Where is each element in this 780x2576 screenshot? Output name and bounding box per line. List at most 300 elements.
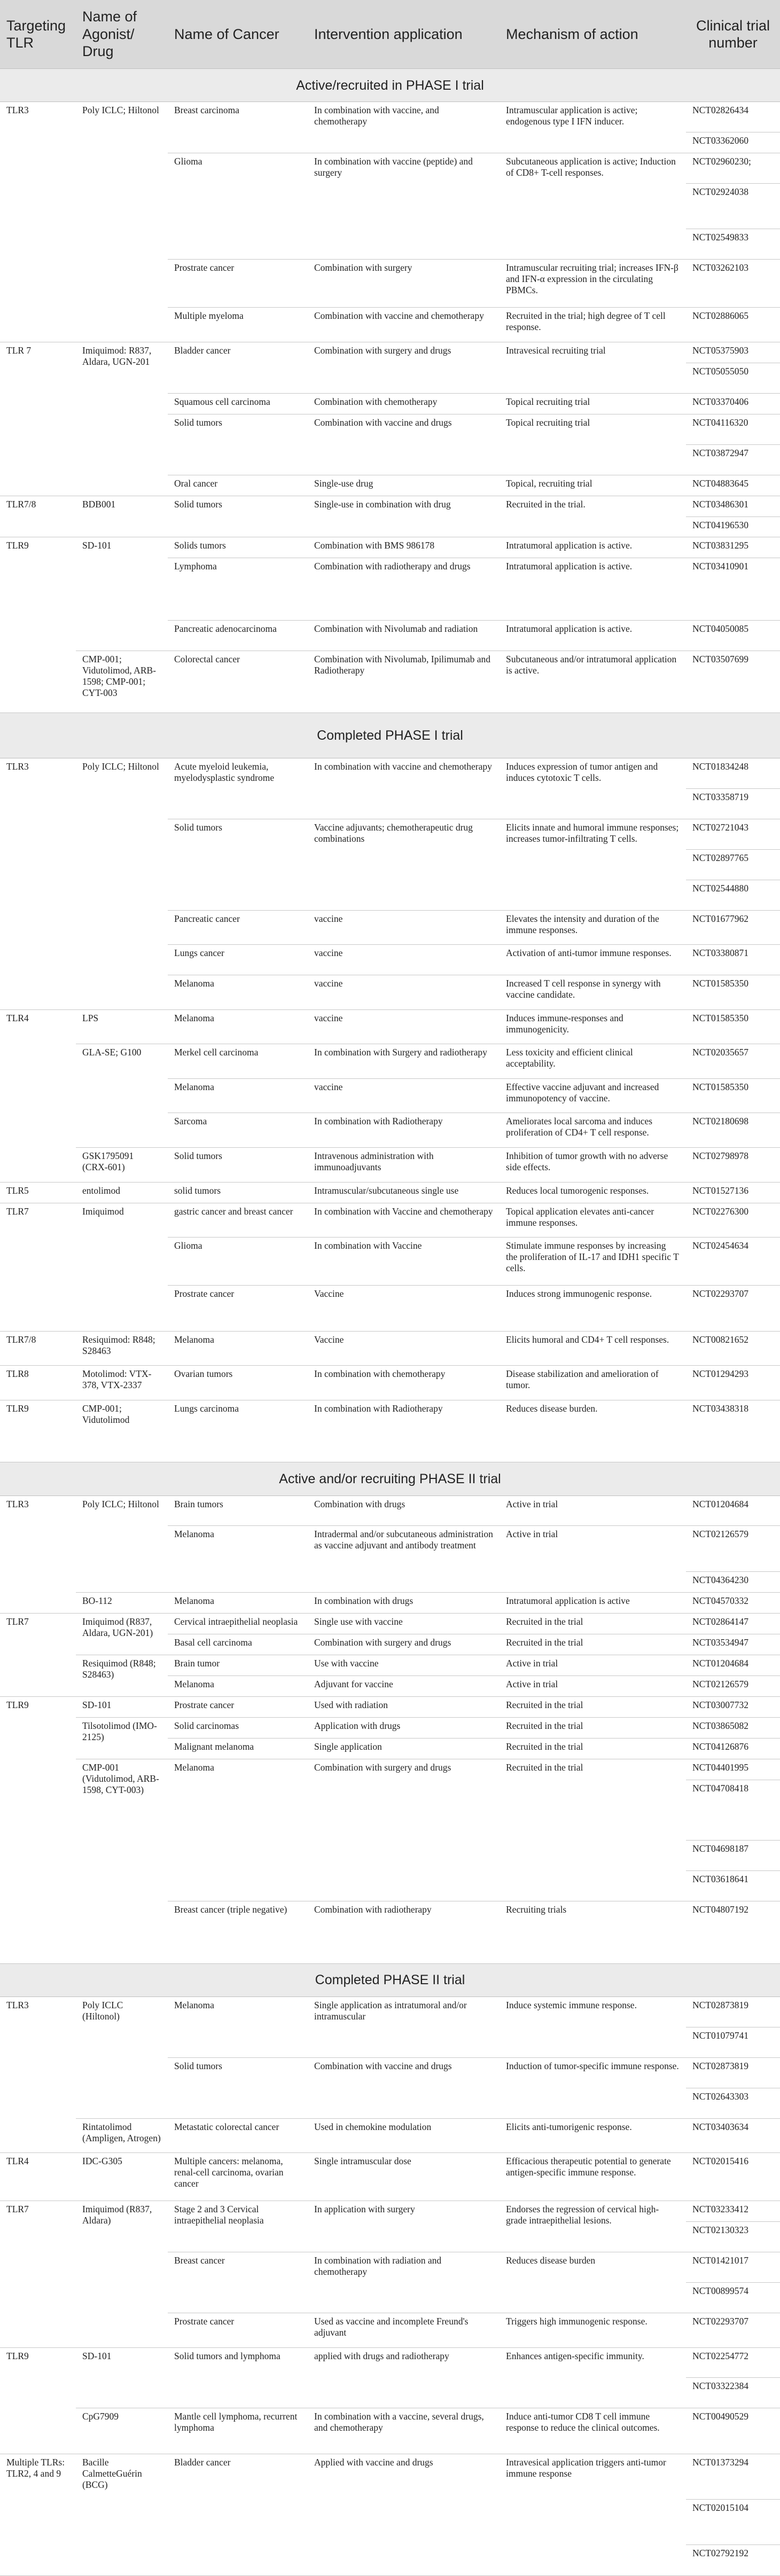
agonist-name-cell: LPS bbox=[76, 1009, 168, 1044]
cancer-name-cell: Colorectal cancer bbox=[168, 651, 308, 713]
cancer-name-cell: Pancreatic adenocarcinoma bbox=[168, 621, 308, 651]
mechanism-cell: Recruiting trials bbox=[500, 1901, 686, 1964]
mechanism-cell: Recruited in the trial bbox=[500, 1696, 686, 1717]
cancer-name-cell: Melanoma bbox=[168, 1331, 308, 1366]
cancer-name-cell: Solid tumors bbox=[168, 414, 308, 475]
intervention-cell: In combination with Surgery and radiotherapy bbox=[308, 1044, 500, 1079]
intervention-cell: Combination with surgery and drugs bbox=[308, 342, 500, 393]
cancer-name-cell: Bladder cancer bbox=[168, 2454, 308, 2575]
intervention-cell: In combination with Radiotherapy bbox=[308, 1400, 500, 1462]
cancer-name-cell: Solid carcinomas bbox=[168, 1717, 308, 1738]
clinical-trial-number-cell: NCT02873819 bbox=[686, 1997, 780, 2027]
agonist-name-cell: Bacille CalmetteGuérin (BCG) bbox=[76, 2454, 168, 2575]
mechanism-cell: Recruited in the trial. bbox=[500, 496, 686, 537]
table-row bbox=[0, 1717, 780, 1738]
intervention-cell: In combination with a vaccine, several drugs, and chemotherapy bbox=[308, 2408, 500, 2454]
clinical-trial-number-cell: NCT01294293 bbox=[686, 1366, 780, 1400]
intervention-cell: Single-use in combination with drug bbox=[308, 496, 500, 537]
clinical-trial-number-cell: NCT04708418 bbox=[686, 1780, 780, 1841]
mechanism-cell: Disease stabilization and amelioration of tumor. bbox=[500, 1366, 686, 1400]
intervention-cell: Combination with vaccine and drugs bbox=[308, 414, 500, 475]
mechanism-cell: Topical application elevates anti-cancer immune responses. bbox=[500, 1203, 686, 1238]
cancer-name-cell: Solid tumors bbox=[168, 2057, 308, 2118]
intervention-cell: In combination with radiation and chemotherapy bbox=[308, 2252, 500, 2313]
intervention-cell: In combination with vaccine (peptide) and surgery bbox=[308, 153, 500, 260]
agonist-name-cell: Tilsotolimod (IMO-2125) bbox=[76, 1717, 168, 1759]
mechanism-cell: Recruited in the trial bbox=[500, 1738, 686, 1759]
agonist-name-cell: Poly ICLC; Hiltonol bbox=[76, 758, 168, 1010]
cancer-name-cell: Prostrate cancer bbox=[168, 1286, 308, 1331]
agonist-name-cell: Rintatolimod (Ampligen, Atrogen) bbox=[76, 2118, 168, 2153]
section-title: Completed PHASE II trial bbox=[0, 1963, 780, 1996]
table-row bbox=[0, 2454, 780, 2499]
clinical-trial-number-cell: NCT01079741 bbox=[686, 2027, 780, 2057]
clinical-trial-number-cell: NCT02015104 bbox=[686, 2500, 780, 2545]
table-row bbox=[0, 342, 780, 363]
intervention-cell: Combination with Nivolumab and radiation bbox=[308, 621, 500, 651]
mechanism-cell: Intramuscular recruiting trial; increases IFN-β and IFN-α expression in the circulating PBMCs. bbox=[500, 260, 686, 308]
header-mechanism: Mechanism of action bbox=[500, 0, 686, 69]
mechanism-cell: Topical, recruiting trial bbox=[500, 475, 686, 496]
mechanism-cell: Activation of anti-tumor immune responses. bbox=[500, 945, 686, 975]
agonist-name-cell: BDB001 bbox=[76, 496, 168, 537]
cancer-name-cell: Melanoma bbox=[168, 1592, 308, 1613]
intervention-cell: Single-use drug bbox=[308, 475, 500, 496]
mechanism-cell: Stimulate immune responses by increasing the proliferation of IL-17 and IDH1 specific T cells. bbox=[500, 1238, 686, 1286]
cancer-name-cell: Brain tumor bbox=[168, 1655, 308, 1675]
mechanism-cell: Recruited in the trial; high degree of T cell response. bbox=[500, 308, 686, 342]
table-header-row bbox=[0, 0, 780, 69]
agonist-name-cell: BO-112 bbox=[76, 1592, 168, 1613]
mechanism-cell: Reduces local tumorogenic responses. bbox=[500, 1182, 686, 1203]
clinical-trial-number-cell: NCT03403634 bbox=[686, 2118, 780, 2153]
mechanism-cell: Reduces disease burden. bbox=[500, 1400, 686, 1462]
section-title: Active and/or recruiting PHASE II trial bbox=[0, 1462, 780, 1496]
intervention-cell: Combination with radiotherapy bbox=[308, 1901, 500, 1964]
section-title: Active/recruited in PHASE I trial bbox=[0, 69, 780, 102]
intervention-cell: Single intramuscular dose bbox=[308, 2153, 500, 2201]
intervention-cell: applied with drugs and radiotherapy bbox=[308, 2347, 500, 2408]
table-body bbox=[0, 69, 780, 2576]
agonist-name-cell: CpG7909 bbox=[76, 2408, 168, 2454]
clinical-trial-number-cell: NCT02276300 bbox=[686, 1203, 780, 1238]
clinical-trial-number-cell: NCT01585350 bbox=[686, 975, 780, 1010]
cancer-name-cell: Ovarian tumors bbox=[168, 1366, 308, 1400]
clinical-trial-number-cell: NCT04401995 bbox=[686, 1759, 780, 1780]
clinical-trial-number-cell: NCT03507699 bbox=[686, 651, 780, 713]
cancer-name-cell: Solid tumors bbox=[168, 819, 308, 910]
table-row bbox=[0, 102, 780, 132]
clinical-trial-number-cell: NCT01585350 bbox=[686, 1078, 780, 1113]
intervention-cell: Combination with radiotherapy and drugs bbox=[308, 558, 500, 621]
intervention-cell: Combination with drugs bbox=[308, 1496, 500, 1526]
mechanism-cell: Recruited in the trial bbox=[500, 1613, 686, 1634]
clinical-trial-number-cell: NCT02293707 bbox=[686, 1286, 780, 1331]
clinical-trial-number-cell: NCT02126579 bbox=[686, 1526, 780, 1571]
clinical-trial-number-cell: NCT03534947 bbox=[686, 1634, 780, 1655]
cancer-name-cell: Melanoma bbox=[168, 975, 308, 1010]
mechanism-cell: Induces expression of tumor antigen and induces cytotoxic T cells. bbox=[500, 758, 686, 819]
cancer-name-cell: Pancreatic cancer bbox=[168, 910, 308, 945]
intervention-cell: Combination with surgery bbox=[308, 260, 500, 308]
agonist-name-cell: SD-101 bbox=[76, 2347, 168, 2408]
mechanism-cell: Intravesical application triggers anti-tumor immune response bbox=[500, 2454, 686, 2575]
cancer-name-cell: Basal cell carcinoma bbox=[168, 1634, 308, 1655]
mechanism-cell: Intravesical recruiting trial bbox=[500, 342, 686, 393]
intervention-cell: In combination with vaccine, and chemotherapy bbox=[308, 102, 500, 153]
agonist-name-cell: Imiquimod (R837, Aldara) bbox=[76, 2201, 168, 2347]
cancer-name-cell: Lungs carcinoma bbox=[168, 1400, 308, 1462]
targeting-tlr-cell: TLR9 bbox=[0, 2347, 76, 2454]
clinical-trial-number-cell: NCT04116320 bbox=[686, 414, 780, 444]
clinical-trial-number-cell: NCT02960230; bbox=[686, 153, 780, 184]
targeting-tlr-cell: TLR3 bbox=[0, 102, 76, 342]
agonist-name-cell: Resiquimod: R848; S28463 bbox=[76, 1331, 168, 1366]
clinical-trial-number-cell: NCT04196530 bbox=[686, 516, 780, 537]
clinical-trial-number-cell: NCT02130323 bbox=[686, 2222, 780, 2252]
mechanism-cell: Reduces disease burden bbox=[500, 2252, 686, 2313]
table-row bbox=[0, 1655, 780, 1675]
mechanism-cell: Triggers high immunogenic response. bbox=[500, 2313, 686, 2348]
clinical-trial-number-cell: NCT02293707 bbox=[686, 2313, 780, 2348]
clinical-trial-number-cell: NCT02798978 bbox=[686, 1147, 780, 1182]
table-row bbox=[0, 1331, 780, 1366]
mechanism-cell: Endorses the regression of cervical high-grade intraepithelial lesions. bbox=[500, 2201, 686, 2252]
clinical-trial-number-cell: NCT02826434 bbox=[686, 102, 780, 132]
cancer-name-cell: Malignant melanoma bbox=[168, 1738, 308, 1759]
intervention-cell: Single application as intratumoral and/or intramuscular bbox=[308, 1997, 500, 2058]
cancer-name-cell: Multiple cancers: melanoma, renal-cell carcinoma, ovarian cancer bbox=[168, 2153, 308, 2201]
cancer-name-cell: Solid tumors bbox=[168, 496, 308, 537]
cancer-name-cell: Melanoma bbox=[168, 1675, 308, 1696]
intervention-cell: Applied with vaccine and drugs bbox=[308, 2454, 500, 2575]
mechanism-cell: Intratumoral application is active. bbox=[500, 558, 686, 621]
intervention-cell: Combination with BMS 986178 bbox=[308, 537, 500, 558]
agonist-name-cell: Imiquimod (R837, Aldara, UGN-201) bbox=[76, 1613, 168, 1655]
cancer-name-cell: Prostrate cancer bbox=[168, 2313, 308, 2348]
intervention-cell: Used as vaccine and incomplete Freund's adjuvant bbox=[308, 2313, 500, 2348]
clinical-trial-number-cell: NCT02180698 bbox=[686, 1113, 780, 1148]
mechanism-cell: Elicits anti-tumorigenic response. bbox=[500, 2118, 686, 2153]
mechanism-cell: Induce systemic immune response. bbox=[500, 1997, 686, 2058]
mechanism-cell: Topical recruiting trial bbox=[500, 414, 686, 475]
agonist-name-cell: GLA-SE; G100 bbox=[76, 1044, 168, 1148]
intervention-cell: Combination with surgery and drugs bbox=[308, 1634, 500, 1655]
clinical-trial-number-cell: NCT05375903 bbox=[686, 342, 780, 363]
mechanism-cell: Active in trial bbox=[500, 1675, 686, 1696]
clinical-trial-number-cell: NCT02549833 bbox=[686, 229, 780, 260]
cancer-name-cell: Melanoma bbox=[168, 1997, 308, 2058]
clinical-trial-number-cell: NCT00490529 bbox=[686, 2408, 780, 2454]
clinical-trial-number-cell: NCT01677962 bbox=[686, 910, 780, 945]
cancer-name-cell: Multiple myeloma bbox=[168, 308, 308, 342]
clinical-trial-number-cell: NCT04883645 bbox=[686, 475, 780, 496]
cancer-name-cell: Mantle cell lymphoma, recurrent lymphoma bbox=[168, 2408, 308, 2454]
intervention-cell: In combination with chemotherapy bbox=[308, 1366, 500, 1400]
clinical-trial-number-cell: NCT02864147 bbox=[686, 1613, 780, 1634]
targeting-tlr-cell: TLR3 bbox=[0, 758, 76, 1010]
clinical-trial-number-cell: NCT01373294 bbox=[686, 2454, 780, 2499]
mechanism-cell: Recruited in the trial bbox=[500, 1717, 686, 1738]
cancer-name-cell: Metastatic colorectal cancer bbox=[168, 2118, 308, 2153]
cancer-name-cell: Solid tumors bbox=[168, 1147, 308, 1182]
clinical-trial-number-cell: NCT03262103 bbox=[686, 260, 780, 308]
targeting-tlr-cell: TLR4 bbox=[0, 1009, 76, 1182]
targeting-tlr-cell: TLR7 bbox=[0, 2201, 76, 2347]
clinical-trial-number-cell: NCT03486301 bbox=[686, 496, 780, 516]
mechanism-cell: Induction of tumor-specific immune response. bbox=[500, 2057, 686, 2118]
mechanism-cell: Enhances antigen-specific immunity. bbox=[500, 2347, 686, 2408]
clinical-trial-number-cell: NCT02897765 bbox=[686, 849, 780, 880]
cancer-name-cell: Bladder cancer bbox=[168, 342, 308, 393]
mechanism-cell: Subcutaneous application is active; Induction of CD8+ T-cell responses. bbox=[500, 153, 686, 260]
agonist-name-cell: SD-101 bbox=[76, 537, 168, 651]
clinical-trial-number-cell: NCT00821652 bbox=[686, 1331, 780, 1366]
clinical-trial-number-cell: NCT02254772 bbox=[686, 2347, 780, 2378]
table-row bbox=[0, 758, 780, 789]
mechanism-cell: Subcutaneous and/or intratumoral application is active. bbox=[500, 651, 686, 713]
mechanism-cell: Elevates the intensity and duration of the immune responses. bbox=[500, 910, 686, 945]
section-row bbox=[0, 69, 780, 102]
intervention-cell: Intravenous administration with immunoadjuvants bbox=[308, 1147, 500, 1182]
agonist-name-cell: Poly ICLC; Hiltonol bbox=[76, 1496, 168, 1592]
agonist-name-cell: SD-101 bbox=[76, 1696, 168, 1717]
cancer-name-cell: Breast carcinoma bbox=[168, 102, 308, 153]
intervention-cell: In combination with Vaccine bbox=[308, 1238, 500, 1286]
mechanism-cell: Efficacious therapeutic potential to generate antigen-specific immune response. bbox=[500, 2153, 686, 2201]
clinical-trial-number-cell: NCT02544880 bbox=[686, 880, 780, 910]
intervention-cell: Used with radiation bbox=[308, 1696, 500, 1717]
intervention-cell: Intradermal and/or subcutaneous administration as vaccine adjuvant and antibody treatment bbox=[308, 1526, 500, 1592]
mechanism-cell: Active in trial bbox=[500, 1496, 686, 1526]
intervention-cell: Vaccine adjuvants; chemotherapeutic drug combinations bbox=[308, 819, 500, 910]
agonist-name-cell: IDC-G305 bbox=[76, 2153, 168, 2201]
targeting-tlr-cell: TLR7/8 bbox=[0, 496, 76, 537]
clinical-trial-number-cell: NCT02792192 bbox=[686, 2545, 780, 2576]
cancer-name-cell: Prostrate cancer bbox=[168, 1696, 308, 1717]
targeting-tlr-cell: TLR9 bbox=[0, 1696, 76, 1963]
table-row bbox=[0, 1759, 780, 1780]
agonist-name-cell: CMP-001; Vidutolimod bbox=[76, 1400, 168, 1462]
clinical-trial-number-cell: NCT02015416 bbox=[686, 2153, 780, 2201]
clinical-trial-number-cell: NCT00899574 bbox=[686, 2283, 780, 2313]
section-row bbox=[0, 1462, 780, 1496]
table-row bbox=[0, 2201, 780, 2222]
cancer-name-cell: Oral cancer bbox=[168, 475, 308, 496]
clinical-trial-number-cell: NCT04698187 bbox=[686, 1841, 780, 1871]
mechanism-cell: Elicits innate and humoral immune responses; increases tumor-infiltrating T cells. bbox=[500, 819, 686, 910]
section-row bbox=[0, 712, 780, 758]
agonist-name-cell: entolimod bbox=[76, 1182, 168, 1203]
table-row bbox=[0, 2408, 780, 2454]
cancer-name-cell: Acute myeloid leukemia, myelodysplastic syndrome bbox=[168, 758, 308, 819]
clinical-trial-number-cell: NCT04807192 bbox=[686, 1901, 780, 1964]
header-clinical-trial-number: Clinical trial number bbox=[686, 0, 780, 69]
clinical-trial-number-cell: NCT03438318 bbox=[686, 1400, 780, 1462]
table-row bbox=[0, 1696, 780, 1717]
table-row bbox=[0, 2153, 780, 2201]
cancer-name-cell: Melanoma bbox=[168, 1759, 308, 1901]
clinical-trial-number-cell: NCT03872947 bbox=[686, 444, 780, 475]
mechanism-cell: Intratumoral application is active. bbox=[500, 537, 686, 558]
targeting-tlr-cell: TLR7 bbox=[0, 1613, 76, 1696]
intervention-cell: vaccine bbox=[308, 975, 500, 1010]
mechanism-cell: Active in trial bbox=[500, 1526, 686, 1592]
mechanism-cell: Intratumoral application is active. bbox=[500, 621, 686, 651]
intervention-cell: Use with vaccine bbox=[308, 1655, 500, 1675]
agonist-name-cell: Poly ICLC (Hiltonol) bbox=[76, 1997, 168, 2119]
intervention-cell: In combination with Vaccine and chemotherapy bbox=[308, 1203, 500, 1238]
table-row bbox=[0, 1203, 780, 1238]
table-row bbox=[0, 1496, 780, 1526]
agonist-name-cell: Poly ICLC; Hiltonol bbox=[76, 102, 168, 342]
clinical-trial-number-cell: NCT01585350 bbox=[686, 1009, 780, 1044]
agonist-name-cell: CMP-001 (Vidutolimod, ARB-1598, CYT-003) bbox=[76, 1759, 168, 1963]
intervention-cell: Intramuscular/subcutaneous single use bbox=[308, 1182, 500, 1203]
clinical-trial-number-cell: NCT02873819 bbox=[686, 2057, 780, 2088]
clinical-trial-number-cell: NCT01421017 bbox=[686, 2252, 780, 2283]
clinical-trial-number-cell: NCT01204684 bbox=[686, 1496, 780, 1526]
mechanism-cell: Elicits humoral and CD4+ T cell responses. bbox=[500, 1331, 686, 1366]
intervention-cell: vaccine bbox=[308, 1009, 500, 1044]
mechanism-cell: Intratumoral application is active bbox=[500, 1592, 686, 1613]
cancer-name-cell: Lymphoma bbox=[168, 558, 308, 621]
intervention-cell: Vaccine bbox=[308, 1331, 500, 1366]
clinical-trial-number-cell: NCT02886065 bbox=[686, 308, 780, 342]
targeting-tlr-cell: TLR 7 bbox=[0, 342, 76, 496]
clinical-trial-number-cell: NCT03831295 bbox=[686, 537, 780, 558]
table-row bbox=[0, 1182, 780, 1203]
header-agonist-name: Name of Agonist/ Drug bbox=[76, 0, 168, 69]
intervention-cell: vaccine bbox=[308, 945, 500, 975]
clinical-trial-number-cell: NCT04050085 bbox=[686, 621, 780, 651]
intervention-cell: Application with drugs bbox=[308, 1717, 500, 1738]
cancer-name-cell: Glioma bbox=[168, 153, 308, 260]
header-targeting-tlr: Targeting TLR bbox=[0, 0, 76, 69]
cancer-name-cell: gastric cancer and breast cancer bbox=[168, 1203, 308, 1238]
table-row bbox=[0, 537, 780, 558]
agonist-name-cell: Motolimod: VTX-378, VTX-2337 bbox=[76, 1366, 168, 1400]
clinical-trial-number-cell: NCT04126876 bbox=[686, 1738, 780, 1759]
cancer-name-cell: Breast cancer (triple negative) bbox=[168, 1901, 308, 1964]
agonist-name-cell: Imiquimod: R837, Aldara, UGN-201 bbox=[76, 342, 168, 496]
clinical-trial-number-cell: NCT03618641 bbox=[686, 1871, 780, 1901]
table-row bbox=[0, 1044, 780, 1079]
header-intervention: Intervention application bbox=[308, 0, 500, 69]
cancer-name-cell: Glioma bbox=[168, 1238, 308, 1286]
cancer-name-cell: Solid tumors and lymphoma bbox=[168, 2347, 308, 2408]
mechanism-cell: Increased T cell response in synergy with vaccine candidate. bbox=[500, 975, 686, 1010]
mechanism-cell: Active in trial bbox=[500, 1655, 686, 1675]
intervention-cell: vaccine bbox=[308, 1078, 500, 1113]
mechanism-cell: Ameliorates local sarcoma and induces proliferation of CD4+ T cell response. bbox=[500, 1113, 686, 1148]
intervention-cell: vaccine bbox=[308, 910, 500, 945]
cancer-name-cell: Stage 2 and 3 Cervical intraepithelial neoplasia bbox=[168, 2201, 308, 2252]
cancer-name-cell: Melanoma bbox=[168, 1078, 308, 1113]
mechanism-cell: Induces immune-responses and immunogenicity. bbox=[500, 1009, 686, 1044]
table-row bbox=[0, 2118, 780, 2153]
clinical-trial-number-cell: NCT04570332 bbox=[686, 1592, 780, 1613]
clinical-trial-number-cell: NCT03380871 bbox=[686, 945, 780, 975]
clinical-trial-number-cell: NCT02924038 bbox=[686, 183, 780, 229]
clinical-trial-number-cell: NCT01834248 bbox=[686, 758, 780, 789]
mechanism-cell: Recruited in the trial bbox=[500, 1759, 686, 1901]
targeting-tlr-cell: Multiple TLRs: TLR2, 4 and 9 bbox=[0, 2454, 76, 2575]
cancer-name-cell: Prostrate cancer bbox=[168, 260, 308, 308]
clinical-trial-number-cell: NCT03370406 bbox=[686, 393, 780, 414]
targeting-tlr-cell: TLR7 bbox=[0, 1203, 76, 1331]
targeting-tlr-cell: TLR3 bbox=[0, 1496, 76, 1613]
agonist-name-cell: Resiquimod (R848; S28463) bbox=[76, 1655, 168, 1696]
table-row bbox=[0, 1613, 780, 1634]
cancer-name-cell: Solids tumors bbox=[168, 537, 308, 558]
intervention-cell: Combination with Nivolumab, Ipilimumab and Radiotherapy bbox=[308, 651, 500, 713]
clinical-trial-number-cell: NCT01204684 bbox=[686, 1655, 780, 1675]
targeting-tlr-cell: TLR8 bbox=[0, 1366, 76, 1400]
clinical-trial-number-cell: NCT04364230 bbox=[686, 1571, 780, 1592]
targeting-tlr-cell: TLR3 bbox=[0, 1997, 76, 2153]
intervention-cell: Vaccine bbox=[308, 1286, 500, 1331]
table-row bbox=[0, 1366, 780, 1400]
intervention-cell: Adjuvant for vaccine bbox=[308, 1675, 500, 1696]
intervention-cell: In combination with Radiotherapy bbox=[308, 1113, 500, 1148]
cancer-name-cell: Sarcoma bbox=[168, 1113, 308, 1148]
section-row bbox=[0, 1963, 780, 1996]
targeting-tlr-cell: TLR4 bbox=[0, 2153, 76, 2201]
intervention-cell: In combination with vaccine and chemotherapy bbox=[308, 758, 500, 819]
cancer-name-cell: Merkel cell carcinoma bbox=[168, 1044, 308, 1079]
table-row bbox=[0, 1400, 780, 1462]
header-cancer-name: Name of Cancer bbox=[168, 0, 308, 69]
clinical-trial-number-cell: NCT02643303 bbox=[686, 2088, 780, 2118]
mechanism-cell: Induces strong immunogenic response. bbox=[500, 1286, 686, 1331]
section-title: Completed PHASE I trial bbox=[0, 712, 780, 758]
clinical-trial-number-cell: NCT03865082 bbox=[686, 1717, 780, 1738]
targeting-tlr-cell: TLR7/8 bbox=[0, 1331, 76, 1366]
intervention-cell: Combination with vaccine and drugs bbox=[308, 2057, 500, 2118]
clinical-trial-number-cell: NCT03358719 bbox=[686, 789, 780, 819]
clinical-trial-number-cell: NCT02126579 bbox=[686, 1675, 780, 1696]
agonist-name-cell: CMP-001; Vidutolimod, ARB-1598; CMP-001; CYT-003 bbox=[76, 651, 168, 713]
clinical-trial-number-cell: NCT03007732 bbox=[686, 1696, 780, 1717]
table-row bbox=[0, 1009, 780, 1044]
clinical-trial-number-cell: NCT01527136 bbox=[686, 1182, 780, 1203]
intervention-cell: Single application bbox=[308, 1738, 500, 1759]
table-row bbox=[0, 2347, 780, 2378]
mechanism-cell: Recruited in the trial bbox=[500, 1634, 686, 1655]
intervention-cell: In application with surgery bbox=[308, 2201, 500, 2252]
intervention-cell: Combination with chemotherapy bbox=[308, 393, 500, 414]
cancer-name-cell: Lungs cancer bbox=[168, 945, 308, 975]
agonist-name-cell: Imiquimod bbox=[76, 1203, 168, 1331]
mechanism-cell: Intramuscular application is active; endogenous type I IFN inducer. bbox=[500, 102, 686, 153]
cancer-name-cell: Squamous cell carcinoma bbox=[168, 393, 308, 414]
clinical-trial-number-cell: NCT02454634 bbox=[686, 1238, 780, 1286]
cancer-name-cell: Melanoma bbox=[168, 1526, 308, 1592]
clinical-trial-number-cell: NCT03362060 bbox=[686, 132, 780, 153]
clinical-trial-number-cell: NCT02035657 bbox=[686, 1044, 780, 1079]
table-row bbox=[0, 651, 780, 713]
agonist-name-cell: GSK1795091 (CRX-601) bbox=[76, 1147, 168, 1182]
mechanism-cell: Topical recruiting trial bbox=[500, 393, 686, 414]
intervention-cell: In combination with drugs bbox=[308, 1592, 500, 1613]
targeting-tlr-cell: TLR9 bbox=[0, 1400, 76, 1462]
cancer-name-cell: Melanoma bbox=[168, 1009, 308, 1044]
cancer-name-cell: Breast cancer bbox=[168, 2252, 308, 2313]
clinical-trial-number-cell: NCT05055050 bbox=[686, 363, 780, 393]
table-row bbox=[0, 1592, 780, 1613]
mechanism-cell: Inhibition of tumor growth with no adverse side effects. bbox=[500, 1147, 686, 1182]
